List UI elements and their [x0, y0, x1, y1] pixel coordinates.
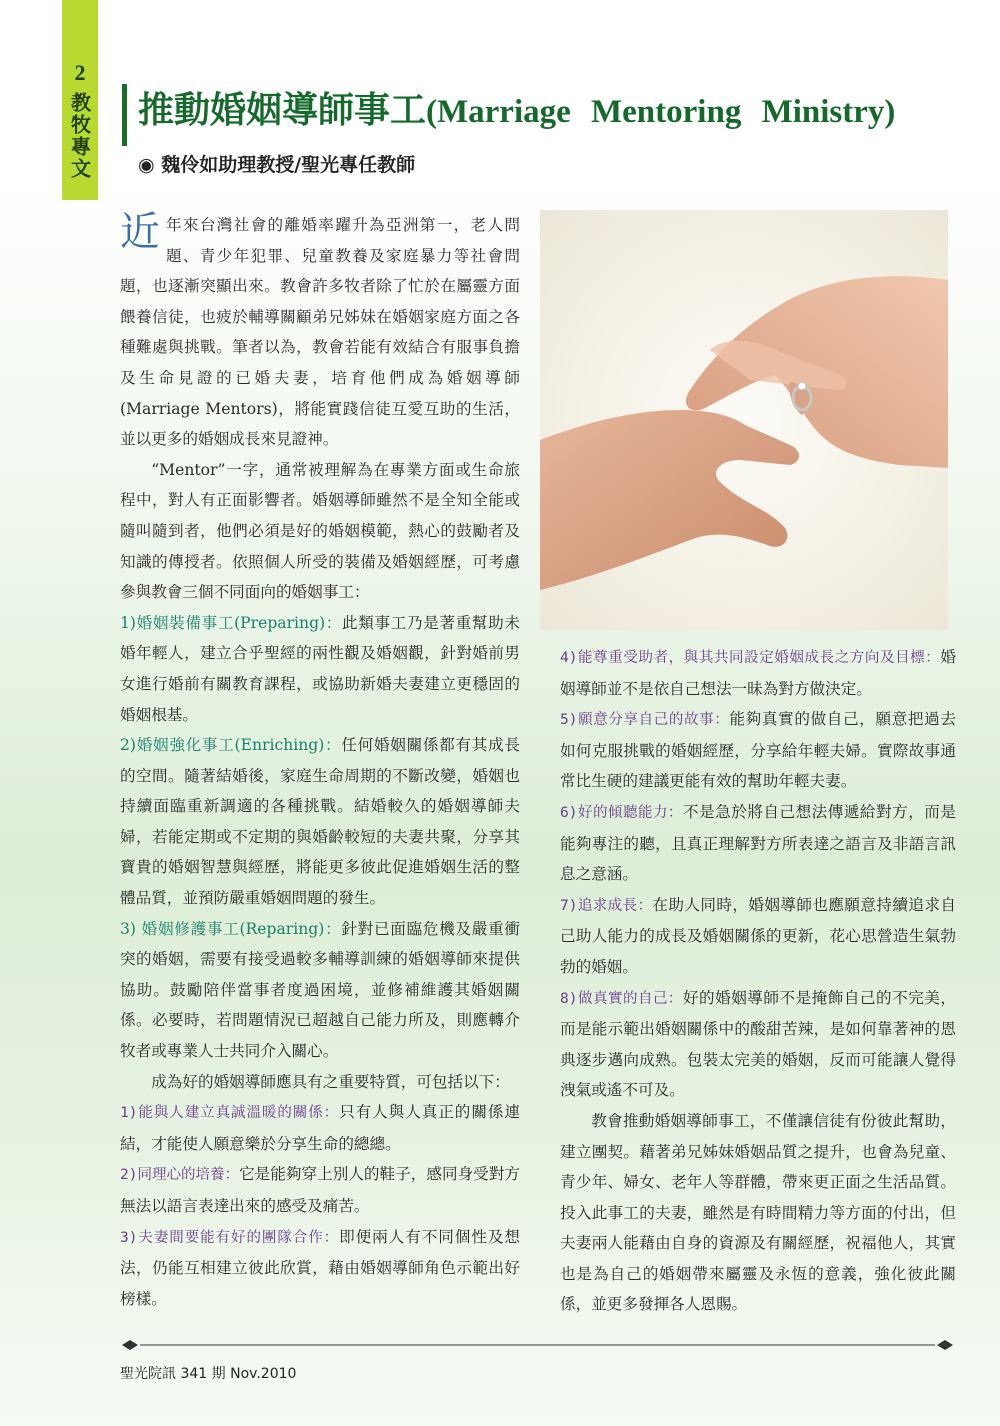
intro-paragraph: 近年來台灣社會的離婚率躍升為亞洲第一，老人問題、青少年犯罪、兒童教養及家庭暴力等社會問題，也逐漸突顯出來。教會許多牧者除了忙於在屬靈方面餵養信徒，也疲於輔導關顧弟兄姊妹在婚姻家庭方面之各種難處與挑戰。筆者以為，教會若能有效結合有服事負擔及生命見證的已婚夫妻，培育他們成為婚姻導師(Marriage Mentors)，將能實踐信徒互愛互助的生活，並以更多的婚姻成長來見證神。	[120, 209, 520, 449]
trait-label: 1)能與人建立真誠溫暖的關係：	[120, 1105, 340, 1122]
page-number: 2	[74, 60, 86, 85]
right-column	[560, 642, 956, 1320]
article-title	[138, 86, 968, 136]
ministry-label: 1)婚姻裝備事工(Preparing)：	[120, 613, 343, 632]
ministry-label: 3) 婚姻修護事工(Reparing)：	[120, 919, 342, 938]
issue-number: 341	[180, 1366, 208, 1382]
issue-date: Nov.2010	[230, 1366, 297, 1382]
mentor-paragraph: “Mentor”一字，通常被理解為在專業方面或生命旅程中，對人有正面影響者。婚姻導師雖然不是全知全能或隨叫隨到者，他們必須是好的婚姻模範，熱心的鼓勵者及知識的傳授者。依照個人所受的裝備及婚姻經歷，可考慮參與教會三個不同面向的婚姻事工：	[120, 460, 520, 602]
left-column	[120, 210, 520, 1314]
trait-item: 6)好的傾聽能力：不是急於將自己想法傳遞給對方，而是能夠專注的聽，且真正理解對方所表達之語言及非語言訊息之意涵。	[560, 802, 956, 884]
trait-item: 4)能尊重受助者，與其共同設定婚姻成長之方向及目標：婚姻導師並不是依自己想法一昧為對方做決定。	[560, 648, 956, 698]
ring-hands-photo	[540, 210, 948, 630]
dropcap: 近	[120, 209, 160, 255]
trait-item: 5)願意分享自己的故事：能夠真實的做自己，願意把過去如何克服挑戰的婚姻經歷，分享給年輕夫婦。實際故事通常比生硬的建議更能有效的幫助年輕夫妻。	[560, 710, 956, 791]
publication-name: 聖光院訊	[120, 1366, 176, 1382]
page-footer	[120, 1363, 296, 1383]
trait-label: 5)願意分享自己的故事：	[560, 712, 730, 729]
trait-label: 7)追求成長：	[560, 897, 653, 914]
trait-label: 8)做真實的自己：	[560, 990, 683, 1007]
article-title-en: (Marriage Mentoring Ministry)	[426, 94, 896, 130]
author-line: ◉ 魏伶如助理教授/聖光專任教師	[138, 154, 416, 176]
hands-ring-illustration	[540, 210, 948, 630]
section-sidebar	[62, 0, 98, 200]
ministry-label: 2)婚姻強化事工(Enriching)：	[120, 736, 342, 755]
trait-label: 4)能尊重受助者，與其共同設定婚姻成長之方向及目標：	[560, 650, 941, 666]
article-title-zh: 推動婚姻導師事工	[138, 89, 427, 131]
ministry-item: 2)婚姻強化事工(Enriching)：任何婚姻關係都有其成長的空間。隨著結婚後，家庭生命周期的不斷改變，婚姻也持續面臨重新調適的各種挑戰。結婚較久的婚姻導師夫婦，若能定期或不定期的與婚齡較短的夫妻共聚，分享其寶貴的婚姻智慧與經歷，將能更多彼此促進婚姻生活的整體品質，並預防嚴重婚姻問題的發生。	[120, 736, 520, 908]
ornamental-divider	[120, 1338, 955, 1352]
traits-intro: 成為好的婚姻導師應具有之重要特質，可包括以下：	[151, 1072, 510, 1091]
trait-item: 1)能與人建立真誠溫暖的關係：只有人與人真正的關係連結，才能使人願意樂於分享生命的總總。	[120, 1103, 520, 1153]
section-label: 教牧專文	[67, 92, 92, 180]
ministry-item: 3) 婚姻修護事工(Reparing)：針對已面臨危機及嚴重衝突的婚姻，需要有接受過較多輔導訓練的婚姻導師來提供協助。鼓勵陪伴當事者度過困境，並修補維護其婚姻關係。必要時，若問題情況已超越自己能力所及，則應轉介牧者或專業人士共同介入關心。	[120, 919, 520, 1061]
issue-unit: 期	[211, 1366, 226, 1382]
trait-label: 6)好的傾聽能力：	[560, 804, 683, 821]
trait-item: 8)做真實的自己：好的婚姻導師不是掩飾自己的不完美，而是能示範出婚姻關係中的酸甜苦辣，是如何靠著神的恩典逐步邁向成熟。包裝太完美的婚姻，反而可能讓人覺得洩氣或遙不可及。	[560, 988, 956, 1100]
ministry-item: 1)婚姻裝備事工(Preparing)：此類事工乃是著重幫助未婚年輕人，建立合乎聖經的兩性觀及婚姻觀，針對婚前男女進行婚前有關教育課程，或協助新婚夫妻建立更穩固的婚姻根基。	[120, 613, 520, 724]
trait-item: 7)追求成長：在助人同時，婚姻導師也應願意持續追求自己助人能力的成長及婚姻關係的更新，花心思營造生氣勃勃的婚姻。	[560, 895, 956, 976]
title-accent-bar	[122, 84, 127, 146]
conclusion-paragraph: 教會推動婚姻導師事工，不僅讓信徒有份彼此幫助，建立團契。藉著弟兄姊妹婚姻品質之提升，也會為兒童、青少年、婦女、老年人等群體，帶來更正面之生活品質。投入此事工的夫妻，雖然是有時間精力等方面的付出，但夫妻兩人能藉由自身的資源及有關經歷，祝福他人，其實也是為自己的婚姻帶來屬靈及永恆的意義，強化彼此關係，並更多發揮各人恩賜。	[560, 1111, 956, 1314]
trait-label: 2)同理心的培養：	[120, 1167, 240, 1184]
trait-item: 3)夫妻間要能有好的團隊合作：即便兩人有不同個性及想法，仍能互相建立彼此欣賞，藉由婚姻導師角色示範出好榜樣。	[120, 1227, 520, 1308]
trait-label: 3)夫妻間要能有好的團隊合作：	[120, 1229, 340, 1246]
trait-item: 2)同理心的培養：它是能夠穿上別人的鞋子，感同身受對方無法以語言表達出來的感受及痛苦。	[120, 1165, 520, 1215]
